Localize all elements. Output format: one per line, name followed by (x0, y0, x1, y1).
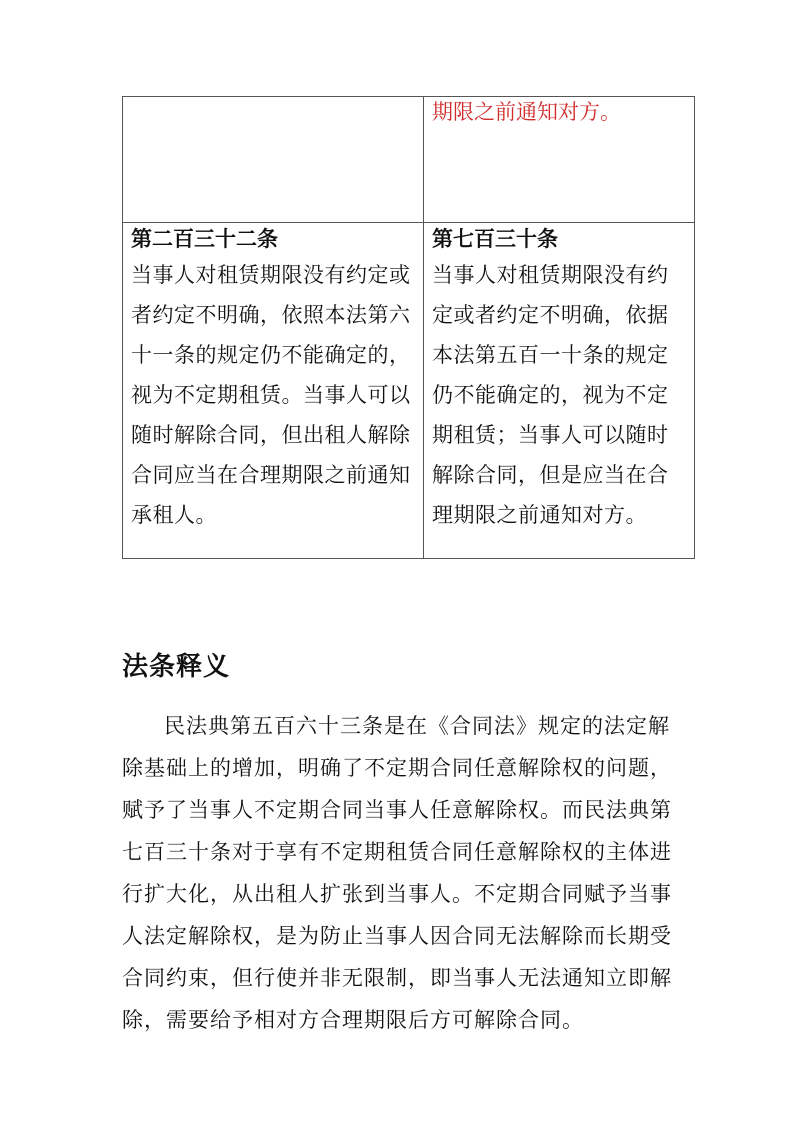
article-heading-new: 第七百三十条 (432, 226, 558, 251)
table-cell-old-empty (123, 97, 424, 223)
table-row (123, 97, 695, 223)
article-text-old: 当事人对租赁期限没有约定或者约定不明确，依照本法第六十一条的规定仍不能确定的，视为不定期租赁。当事人可以随时解除合同，但出租人解除合同应当在合理期限之前通知承租人。 (131, 263, 411, 527)
table-row (123, 223, 695, 559)
interpretation-paragraph: 民法典第五百六十三条是在《合同法》规定的法定解除基础上的增加，明确了不定期合同任意解除权的问题，赋予了当事人不定期合同当事人任意解除权。而民法典第七百三十条对于享有不定期租赁合同任意解除权的主体进行扩大化，从出租人扩张到当事人。不定期合同赋予当事人法定解除权，是为防止当事人因合同无法解除而长期受合同约束，但行使并非无限制，即当事人无法通知立即解除，需要给予相对方合理期限后方可解除合同。 (122, 714, 672, 1032)
article-heading-old: 第二百三十二条 (131, 226, 278, 251)
comparison-table (122, 96, 695, 559)
table-cell-new-article (424, 223, 695, 559)
article-text-new: 当事人对租赁期限没有约定或者约定不明确，依据本法第五百一十条的规定仍不能确定的，视为不定期租赁；当事人可以随时解除合同，但是应当在合理期限之前通知对方。 (432, 263, 669, 527)
table-cell-old-article (123, 223, 424, 559)
continued-text-red: 期限之前通知对方。 (432, 100, 621, 124)
table-cell-new (424, 97, 695, 223)
section-title: 法条释义 (122, 652, 231, 682)
